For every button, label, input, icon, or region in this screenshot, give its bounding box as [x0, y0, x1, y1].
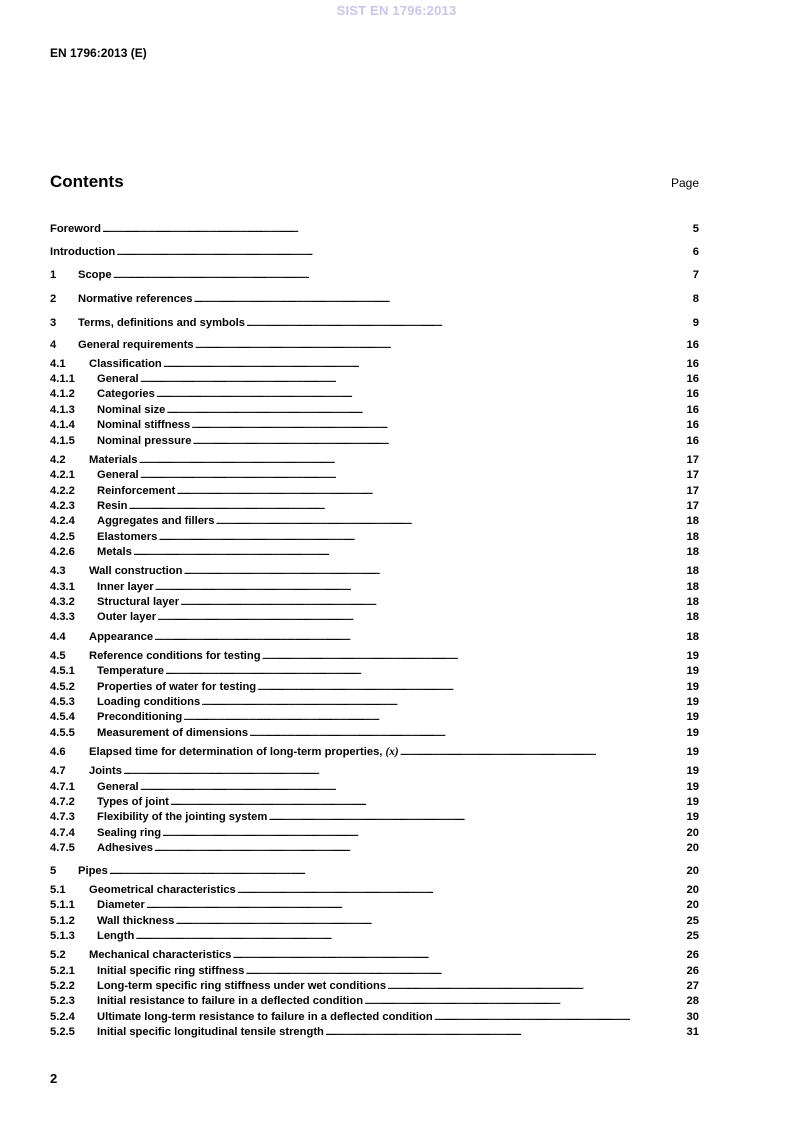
toc-entry-number: 4.7.1: [50, 781, 75, 793]
toc-entry-title: [97, 530, 157, 544]
toc-entry-title: [97, 810, 267, 824]
toc-entry[interactable]: [50, 710, 699, 724]
toc-dot-leader: [216, 514, 686, 528]
toc-entry-page: 8: [692, 293, 699, 305]
toc-entry-number: 5.2.1: [50, 965, 75, 977]
toc-entry[interactable]: [50, 649, 699, 663]
toc-entry-number: 5.2.5: [50, 1026, 75, 1038]
toc-entry[interactable]: [50, 580, 699, 594]
toc-entry[interactable]: [50, 610, 699, 624]
toc-entry-title: [97, 1025, 324, 1039]
toc-entry[interactable]: [50, 222, 699, 236]
toc-entry[interactable]: [50, 514, 699, 528]
toc-dot-leader: [232, 948, 685, 962]
toc-dot-leader: [191, 418, 685, 432]
toc-entry-title: [97, 695, 200, 709]
toc-entry-title-text: Foreword: [50, 223, 101, 235]
toc-dot-leader: [140, 372, 686, 386]
toc-entry[interactable]: [50, 795, 699, 809]
toc-entry-number: 4.7.2: [50, 796, 75, 808]
toc-entry[interactable]: [50, 726, 699, 740]
toc-entry-title-symbol: (x): [385, 746, 399, 758]
toc-entry[interactable]: [50, 914, 699, 928]
toc-entry-title-text: Metals: [97, 546, 132, 558]
toc-entry-page: 20: [686, 865, 699, 877]
toc-entry-page: 26: [686, 965, 699, 977]
toc-entry-title-text: Temperature: [97, 665, 164, 677]
watermark: SIST EN 1796:2013: [336, 3, 457, 18]
toc-entry-page: 16: [686, 388, 699, 400]
toc-dot-leader: [139, 453, 686, 467]
toc-entry[interactable]: [50, 316, 699, 330]
toc-entry[interactable]: [50, 403, 699, 417]
toc-dot-leader: [176, 484, 685, 498]
toc-entry-number: 5.2.4: [50, 1011, 75, 1023]
toc-entry-number: 5.2.2: [50, 980, 75, 992]
toc-entry[interactable]: [50, 630, 699, 644]
toc-entry-title: [89, 564, 182, 578]
toc-entry-page: 9: [692, 317, 699, 329]
toc-dot-leader: [175, 914, 685, 928]
toc-dot-leader: [165, 664, 686, 678]
toc-dot-leader: [262, 649, 686, 663]
toc-entry-title: [97, 929, 134, 943]
toc-entry-page: 26: [686, 949, 699, 961]
toc-dot-leader: [157, 610, 685, 624]
toc-entry-title-text: Scope: [78, 269, 112, 281]
toc-entry-number: 4.2.6: [50, 546, 75, 558]
toc-dot-leader: [135, 929, 685, 943]
page-column-label: Page: [670, 176, 699, 190]
toc-entry-number: 4.3.3: [50, 611, 75, 623]
toc-entry-page: 20: [686, 884, 699, 896]
toc-dot-leader: [146, 898, 686, 912]
toc-entry[interactable]: [50, 929, 699, 943]
toc-dot-leader: [364, 994, 685, 1008]
toc-entry-number: 1: [50, 269, 57, 281]
toc-entry-title: [89, 745, 399, 759]
toc-entry-title-text: Wall construction: [89, 565, 183, 577]
toc-entry-page: 18: [686, 565, 699, 577]
toc-entry-title: [97, 795, 169, 809]
toc-dot-leader: [140, 468, 686, 482]
toc-entry-title-text: Ultimate long-term resistance to failure in a deflected condition: [97, 1011, 433, 1023]
toc-entry-page: 17: [686, 500, 699, 512]
toc-entry-title-text: Flexibility of the jointing system: [97, 811, 268, 823]
toc-entry-title: [97, 434, 192, 448]
toc-dot-leader: [249, 726, 685, 740]
toc-entry[interactable]: [50, 434, 699, 448]
toc-entry-title: [97, 484, 175, 498]
toc-entry-page: 16: [686, 404, 699, 416]
toc-dot-leader: [183, 710, 685, 724]
toc-entry-title: [97, 898, 145, 912]
toc-entry-title-text: Aggregates and fillers: [97, 515, 215, 527]
toc-entry-number: 4.2.4: [50, 515, 75, 527]
toc-entry-title-text: Pipes: [78, 865, 108, 877]
toc-dot-leader: [201, 695, 685, 709]
toc-dot-leader: [237, 883, 686, 897]
toc-entry[interactable]: [50, 864, 699, 878]
toc-entry-page: 30: [686, 1011, 699, 1023]
toc-entry-page: 19: [686, 650, 699, 662]
toc-dot-leader: [183, 564, 685, 578]
toc-entry-title: [97, 545, 132, 559]
toc-entry-number: 4.5.2: [50, 681, 75, 693]
toc-entry-title-text: Loading conditions: [97, 696, 201, 708]
toc-entry-page: 19: [686, 727, 699, 739]
toc-dot-leader: [156, 387, 686, 401]
toc-entry-page: 27: [686, 980, 699, 992]
toc-entry-page: 7: [692, 269, 699, 281]
toc-entry-title: [89, 883, 236, 897]
toc-entry[interactable]: [50, 268, 699, 282]
toc-entry-number: 4.7.3: [50, 811, 75, 823]
toc-entry-title: [97, 994, 363, 1008]
document-id: EN 1796:2013 (E): [50, 46, 147, 60]
toc-entry-number: 4.5.5: [50, 727, 75, 739]
toc-entry-number: 4.1.2: [50, 388, 75, 400]
toc-entry-title: [97, 964, 244, 978]
toc-entry-title: [89, 764, 122, 778]
toc-entry-title-text: Appearance: [89, 631, 154, 643]
toc-dot-leader: [170, 795, 686, 809]
toc-entry-page: 18: [686, 546, 699, 558]
toc-entry-title-text: Introduction: [50, 246, 116, 258]
toc-entry[interactable]: [50, 948, 699, 962]
toc-entry-number: 4.2.3: [50, 500, 75, 512]
toc-entry-title-text: Elastomers: [97, 531, 158, 543]
toc-entry-page: 19: [686, 781, 699, 793]
toc-dot-leader: [166, 403, 685, 417]
toc-entry-title: [97, 514, 215, 528]
toc-entry-number: 4.7.4: [50, 827, 75, 839]
toc-entry-title-text: Length: [97, 930, 135, 942]
toc-entry[interactable]: [50, 695, 699, 709]
toc-entry-page: 19: [686, 681, 699, 693]
toc-entry-number: 4.1: [50, 358, 66, 370]
toc-dot-leader: [116, 245, 692, 259]
toc-entry-title: [97, 780, 139, 794]
toc-dot-leader: [195, 338, 686, 352]
toc-entry[interactable]: [50, 826, 699, 840]
toc-entry-page: 16: [686, 339, 699, 351]
toc-entry-page: 19: [686, 665, 699, 677]
toc-dot-leader: [434, 1010, 686, 1024]
toc-entry-title: [97, 979, 386, 993]
toc-entry-title-text: General: [97, 781, 139, 793]
toc-entry-page: 20: [686, 899, 699, 911]
toc-entry[interactable]: [50, 810, 699, 824]
toc-entry-title-text: Initial specific ring stiffness: [97, 965, 245, 977]
toc-entry-title-text: Categories: [97, 388, 155, 400]
page-number: 2: [50, 1071, 58, 1086]
toc-dot-leader: [158, 530, 685, 544]
toc-entry-title-text: Nominal stiffness: [97, 419, 191, 431]
toc-entry-number: 4.5.4: [50, 711, 75, 723]
toc-entry-page: 19: [686, 696, 699, 708]
toc-entry-number: 5.1.1: [50, 899, 75, 911]
toc-entry-title-text: Reference conditions for testing: [89, 650, 261, 662]
toc-entry-number: 4.1.5: [50, 435, 75, 447]
toc-entry[interactable]: [50, 530, 699, 544]
toc-entry-title-text: Nominal size: [97, 404, 166, 416]
toc-entry-page: 16: [686, 435, 699, 447]
toc-entry[interactable]: [50, 664, 699, 678]
toc-entry-page: 28: [686, 995, 699, 1007]
toc-entry[interactable]: [50, 499, 699, 513]
toc-entry-title-text: Terms, definitions and symbols: [78, 317, 246, 329]
toc-dot-leader: [325, 1025, 686, 1039]
toc-entry-title-text: Structural layer: [97, 596, 180, 608]
toc-entry-number: 2: [50, 293, 57, 305]
toc-entry[interactable]: [50, 780, 699, 794]
toc-entry-title-text: Elapsed time for determination of long-term properties,: [89, 746, 386, 758]
toc-entry-title: [97, 580, 154, 594]
toc-entry-number: 5: [50, 865, 57, 877]
toc-entry-number: 4.1.3: [50, 404, 75, 416]
toc-entry-title: [89, 948, 231, 962]
toc-entry-number: 4.3: [50, 565, 66, 577]
toc-entry-page: 20: [686, 842, 699, 854]
toc-entry-title: [50, 222, 101, 236]
toc-entry-number: 4.4: [50, 631, 66, 643]
toc-entry-page: 19: [686, 765, 699, 777]
toc-entry-number: 4.2.5: [50, 531, 75, 543]
toc-entry-title-text: Mechanical characteristics: [89, 949, 232, 961]
toc-entry-title-text: Types of joint: [97, 796, 169, 808]
toc-entry-page: 6: [692, 246, 699, 258]
toc-dot-leader: [140, 780, 686, 794]
toc-dot-leader: [113, 268, 692, 282]
toc-entry-page: 31: [686, 1026, 699, 1038]
toc-entry-number: 5.1: [50, 884, 66, 896]
toc-entry-page: 17: [686, 485, 699, 497]
toc-entry-number: 4.7: [50, 765, 66, 777]
toc-entry-title-text: Diameter: [97, 899, 145, 911]
toc-entry[interactable]: [50, 372, 699, 386]
toc-entry-number: 4.5.1: [50, 665, 75, 677]
toc-dot-leader: [109, 864, 686, 878]
toc-entry-number: 3: [50, 317, 57, 329]
toc-entry[interactable]: [50, 357, 699, 371]
toc-entry-number: 4.1.4: [50, 419, 75, 431]
toc-entry-title: [97, 1010, 433, 1024]
toc-entry-title: [97, 595, 179, 609]
toc-entry-number: 4.1.1: [50, 373, 75, 385]
toc-entry-number: 5.1.3: [50, 930, 75, 942]
toc-entry[interactable]: [50, 898, 699, 912]
toc-dot-leader: [268, 810, 685, 824]
toc-entry-page: 18: [686, 611, 699, 623]
toc-entry-title: [97, 372, 139, 386]
toc-entry-title: [97, 403, 165, 417]
toc-dot-leader: [123, 764, 686, 778]
toc-entry-title: [78, 864, 108, 878]
toc-dot-leader: [128, 499, 685, 513]
toc-entry[interactable]: [50, 979, 699, 993]
toc-dot-leader: [193, 292, 691, 306]
toc-entry-number: 4.5.3: [50, 696, 75, 708]
toc-entry-page: 18: [686, 531, 699, 543]
toc-entry-number: 4: [50, 339, 57, 351]
toc-entry-number: 5.2: [50, 949, 66, 961]
toc-entry[interactable]: [50, 1010, 699, 1024]
toc-entry-page: 16: [686, 358, 699, 370]
toc-entry-title-text: Geometrical characteristics: [89, 884, 236, 896]
toc-entry-page: 5: [692, 223, 699, 235]
toc-entry[interactable]: [50, 418, 699, 432]
contents-heading: Contents: [50, 172, 124, 191]
toc-entry-page: 18: [686, 515, 699, 527]
toc-entry-title: [89, 649, 261, 663]
toc-entry[interactable]: [50, 1025, 699, 1039]
toc-dot-leader: [162, 826, 686, 840]
toc-entry-number: 4.2: [50, 454, 66, 466]
toc-dot-leader: [387, 979, 686, 993]
toc-entry-number: 4.2.1: [50, 469, 75, 481]
toc-entry-page: 16: [686, 419, 699, 431]
toc-entry-number: 4.2.2: [50, 485, 75, 497]
toc-dot-leader: [246, 316, 692, 330]
toc-entry-page: 18: [686, 581, 699, 593]
toc-entry[interactable]: [50, 964, 699, 978]
toc-entry-title-text: Reinforcement: [97, 485, 176, 497]
toc-entry-title: [97, 726, 248, 740]
toc-entry-title-text: Initial specific longitudinal tensile strength: [97, 1026, 324, 1038]
toc-entry-number: 5.1.2: [50, 915, 75, 927]
toc-entry-title: [78, 268, 112, 282]
toc-entry-title: [97, 387, 155, 401]
toc-entry-number: 5.2.3: [50, 995, 75, 1007]
toc-entry-title-text: Wall thickness: [97, 915, 175, 927]
toc-entry-title: [97, 914, 174, 928]
toc-entry-number: 4.3.1: [50, 581, 75, 593]
toc-dot-leader: [102, 222, 692, 236]
toc-entry-title-text: Initial resistance to failure in a deflected condition: [97, 995, 364, 1007]
toc-entry-page: 19: [686, 746, 699, 758]
toc-entry-title-text: Adhesives: [97, 842, 153, 854]
toc-entry[interactable]: [50, 764, 699, 778]
toc-entry[interactable]: [50, 453, 699, 467]
toc-entry-title: [97, 680, 256, 694]
toc-entry-title-text: General: [97, 469, 139, 481]
toc-entry-title-text: Normative references: [78, 293, 193, 305]
toc-entry-page: 25: [686, 930, 699, 942]
toc-entry-title-text: Nominal pressure: [97, 435, 192, 447]
toc-entry-title-text: Outer layer: [97, 611, 157, 623]
toc-dot-leader: [154, 841, 686, 855]
toc-dot-leader: [133, 545, 686, 559]
toc-entry[interactable]: [50, 468, 699, 482]
toc-entry-title: [97, 664, 164, 678]
toc-entry[interactable]: [50, 387, 699, 401]
toc-entry-title-text: Inner layer: [97, 581, 154, 593]
toc-entry-title-text: Sealing ring: [97, 827, 162, 839]
toc-entry-title: [50, 245, 115, 259]
toc-entry-title: [78, 316, 245, 330]
toc-entry[interactable]: [50, 883, 699, 897]
toc-dot-leader: [257, 680, 685, 694]
toc-entry-title: [97, 418, 190, 432]
toc-entry[interactable]: [50, 292, 699, 306]
toc-entry-title-text: General requirements: [78, 339, 194, 351]
toc-entry-page: 18: [686, 631, 699, 643]
toc-entry[interactable]: [50, 994, 699, 1008]
toc-entry[interactable]: [50, 245, 699, 259]
toc-entry[interactable]: [50, 680, 699, 694]
toc-entry-title-text: Classification: [89, 358, 162, 370]
toc-dot-leader: [193, 434, 686, 448]
toc-entry-number: 4.6: [50, 746, 66, 758]
toc-entry-title: [97, 610, 156, 624]
toc-entry-number: 4.7.5: [50, 842, 75, 854]
toc-entry-title: [78, 292, 192, 306]
toc-entry-title: [97, 468, 139, 482]
toc-entry[interactable]: [50, 338, 699, 352]
toc-entry-page: 16: [686, 373, 699, 385]
toc-dot-leader: [163, 357, 686, 371]
toc-entry-title: [97, 826, 161, 840]
toc-entry-title: [89, 630, 153, 644]
toc-entry[interactable]: [50, 545, 699, 559]
toc-entry-title-text: Long-term specific ring stiffness under wet conditions: [97, 980, 387, 992]
toc-entry[interactable]: [50, 564, 699, 578]
toc-entry-page: 18: [686, 596, 699, 608]
toc-entry-title-text: Resin: [97, 500, 128, 512]
toc-entry-page: 19: [686, 711, 699, 723]
toc-dot-leader: [245, 964, 685, 978]
toc-dot-leader: [400, 745, 686, 759]
toc-entry-page: 19: [686, 811, 699, 823]
toc-entry-title: [97, 499, 127, 513]
toc-entry-title: [89, 453, 138, 467]
toc-dot-leader: [154, 630, 686, 644]
toc-entry[interactable]: [50, 841, 699, 855]
toc-entry[interactable]: [50, 484, 699, 498]
toc-entry-title-text: Properties of water for testing: [97, 681, 257, 693]
toc-entry-page: 17: [686, 469, 699, 481]
toc-entry-number: 4.3.2: [50, 596, 75, 608]
toc-entry-title-text: General: [97, 373, 139, 385]
toc-entry-page: 19: [686, 796, 699, 808]
toc-entry-page: 20: [686, 827, 699, 839]
toc-entry[interactable]: [50, 745, 699, 759]
toc-entry-title: [89, 357, 162, 371]
toc-dot-leader: [180, 595, 685, 609]
toc-entry-title-text: Preconditioning: [97, 711, 183, 723]
toc-entry-page: 17: [686, 454, 699, 466]
toc-entry-title: [78, 338, 194, 352]
toc-entry-number: 4.5: [50, 650, 66, 662]
toc-entry[interactable]: [50, 595, 699, 609]
toc-entry-title-text: Joints: [89, 765, 122, 777]
toc-dot-leader: [155, 580, 686, 594]
toc-entry-title: [97, 710, 182, 724]
toc-entry-title-text: Measurement of dimensions: [97, 727, 249, 739]
toc-entry-page: 25: [686, 915, 699, 927]
toc-entry-title: [97, 841, 153, 855]
toc-entry-title-text: Materials: [89, 454, 138, 466]
